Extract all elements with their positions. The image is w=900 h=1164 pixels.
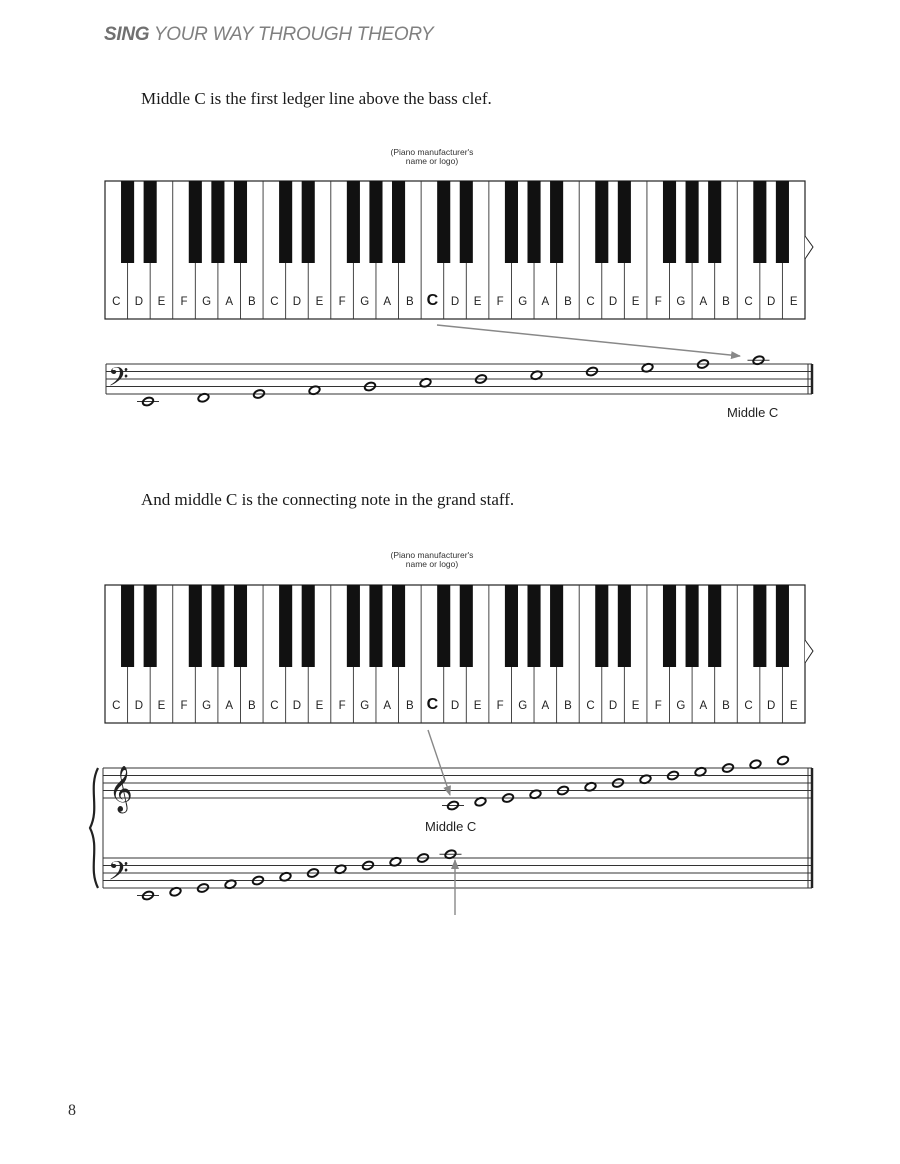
keyboard1-black-key bbox=[663, 181, 676, 263]
keyboard2-black-key bbox=[460, 585, 473, 667]
section2-text: And middle C is the connecting note in the grand staff. bbox=[141, 490, 515, 509]
white-key-label: E bbox=[315, 296, 324, 308]
keyboard2-black-key bbox=[121, 585, 134, 667]
white-key-label: E bbox=[631, 700, 640, 712]
white-key-label: G bbox=[360, 296, 370, 308]
header-rest: YOUR WAY THROUGH THEORY bbox=[149, 24, 434, 45]
keyboard2-black-key bbox=[392, 585, 405, 667]
white-key-label: A bbox=[383, 296, 392, 308]
white-key-label: E bbox=[157, 296, 166, 308]
white-key-label: D bbox=[766, 700, 776, 712]
keyboard1-caption-line1: (Piano manufacturer's bbox=[390, 147, 474, 157]
white-key-label: A bbox=[541, 296, 550, 308]
keyboard2-black-key bbox=[234, 585, 247, 667]
white-key-label: F bbox=[338, 700, 346, 712]
white-key-label: G bbox=[676, 700, 686, 712]
white-key-label: C bbox=[744, 700, 753, 712]
middle-c-arrow-2 bbox=[428, 730, 450, 795]
white-key-label: B bbox=[564, 700, 572, 712]
white-key-label: E bbox=[473, 296, 482, 308]
keyboard1-black-key bbox=[505, 181, 518, 263]
keyboard1-black-key bbox=[189, 181, 202, 263]
keyboard1-torn-edge bbox=[805, 236, 813, 259]
piano-keyboard-2 bbox=[105, 585, 813, 723]
white-key-label: D bbox=[292, 700, 302, 712]
keyboard2-caption-line1: (Piano manufacturer's bbox=[390, 550, 474, 560]
white-key-label: F bbox=[654, 296, 662, 308]
keyboard1-black-key bbox=[686, 181, 699, 263]
white-key-label: C bbox=[270, 296, 279, 308]
white-key-label: F bbox=[496, 296, 504, 308]
white-key-label: F bbox=[180, 700, 188, 712]
white-key-label: G bbox=[202, 296, 212, 308]
middle-c-label-2: Middle C bbox=[425, 819, 477, 834]
keyboard1-black-key bbox=[279, 181, 292, 263]
treble-note bbox=[777, 755, 790, 765]
keyboard2-black-key bbox=[708, 585, 721, 667]
keyboard1-black-key bbox=[234, 181, 247, 263]
keyboard1-black-key bbox=[708, 181, 721, 263]
keyboard2-black-key bbox=[437, 585, 450, 667]
white-key-label: C bbox=[112, 700, 121, 712]
white-key-label: B bbox=[564, 296, 572, 308]
keyboard2-black-key bbox=[753, 585, 766, 667]
keyboard2-torn-edge bbox=[805, 640, 813, 663]
bass-clef-icon: 𝄢 bbox=[108, 361, 129, 399]
keyboard2-black-key bbox=[211, 585, 224, 667]
white-key-label: F bbox=[496, 700, 504, 712]
keyboard1-black-key bbox=[595, 181, 608, 263]
keyboard1-black-key bbox=[550, 181, 563, 263]
keyboard1-black-key bbox=[753, 181, 766, 263]
keyboard1-black-key bbox=[347, 181, 360, 263]
white-key-label: B bbox=[722, 700, 730, 712]
white-key-label: E bbox=[789, 296, 798, 308]
keyboard2-black-key bbox=[618, 585, 631, 667]
white-key-label: A bbox=[225, 296, 234, 308]
white-key-label: G bbox=[202, 700, 212, 712]
piano-keyboard-1 bbox=[105, 181, 813, 319]
white-key-label: A bbox=[225, 700, 234, 712]
white-key-label: B bbox=[406, 700, 414, 712]
keyboard2-black-key bbox=[279, 585, 292, 667]
keyboard2-black-key bbox=[505, 585, 518, 667]
white-key-label: B bbox=[406, 296, 414, 308]
white-key-label: E bbox=[473, 700, 482, 712]
white-key-label: D bbox=[134, 700, 144, 712]
keyboard2-black-key bbox=[302, 585, 315, 667]
keyboard2-caption-line2: name or logo) bbox=[405, 559, 459, 569]
keyboard2-black-key bbox=[144, 585, 157, 667]
white-key-label: G bbox=[676, 296, 686, 308]
keyboard2-black-key bbox=[189, 585, 202, 667]
bass-staff-1 bbox=[106, 355, 812, 407]
white-key-label: D bbox=[450, 296, 460, 308]
keyboard2-black-key bbox=[527, 585, 540, 667]
brace-icon bbox=[90, 768, 98, 888]
middle-c-arrow-1 bbox=[437, 325, 740, 356]
bass-clef-icon: 𝄢 bbox=[108, 855, 129, 893]
white-key-label: A bbox=[383, 700, 392, 712]
keyboard1-black-key bbox=[776, 181, 789, 263]
white-key-label: C bbox=[586, 296, 595, 308]
keyboard1-black-key bbox=[460, 181, 473, 263]
keyboard1-caption-line2: name or logo) bbox=[405, 156, 459, 166]
white-key-label: E bbox=[789, 700, 798, 712]
header-bold: SING bbox=[104, 24, 150, 45]
white-key-label: F bbox=[654, 700, 662, 712]
keyboard1-black-key bbox=[302, 181, 315, 263]
keyboard1-black-key bbox=[527, 181, 540, 263]
white-key-label: B bbox=[247, 700, 256, 712]
page-number: 8 bbox=[68, 1102, 76, 1119]
white-key-label: A bbox=[699, 700, 708, 712]
keyboard1-black-key bbox=[618, 181, 631, 263]
keyboard1-black-key bbox=[369, 181, 382, 263]
keyboard2-black-key bbox=[663, 585, 676, 667]
keyboard1-black-key bbox=[437, 181, 450, 263]
keyboard1-black-key bbox=[392, 181, 405, 263]
white-key-label: C bbox=[744, 296, 753, 308]
keyboard2-black-key bbox=[776, 585, 789, 667]
white-key-label: C bbox=[112, 296, 121, 308]
white-key-label: C bbox=[270, 700, 279, 712]
keyboard2-black-key bbox=[686, 585, 699, 667]
section1-text: Middle C is the first ledger line above the bass clef. bbox=[141, 89, 492, 108]
white-key-label: A bbox=[699, 296, 708, 308]
keyboard2-black-key bbox=[347, 585, 360, 667]
white-key-label: C bbox=[426, 696, 439, 713]
keyboard2-black-key bbox=[369, 585, 382, 667]
keyboard2-black-key bbox=[595, 585, 608, 667]
white-key-label: G bbox=[518, 296, 528, 308]
keyboard1-black-key bbox=[144, 181, 157, 263]
treble-clef-icon: 𝄞 bbox=[109, 766, 133, 812]
keyboard1-black-key bbox=[211, 181, 224, 263]
white-key-label: B bbox=[722, 296, 730, 308]
white-key-label: F bbox=[180, 296, 188, 308]
keyboard2-black-key bbox=[550, 585, 563, 667]
white-key-label: F bbox=[338, 296, 346, 308]
white-key-label: G bbox=[518, 700, 528, 712]
middle-c-label-1: Middle C bbox=[727, 405, 779, 420]
white-key-label: E bbox=[315, 700, 324, 712]
white-key-label: C bbox=[426, 292, 439, 309]
white-key-label: C bbox=[586, 700, 595, 712]
white-key-label: D bbox=[608, 700, 618, 712]
white-key-label: A bbox=[541, 700, 550, 712]
white-key-label: D bbox=[292, 296, 302, 308]
white-key-label: G bbox=[360, 700, 370, 712]
white-key-label: D bbox=[608, 296, 618, 308]
white-key-label: D bbox=[766, 296, 776, 308]
white-key-label: E bbox=[157, 700, 166, 712]
white-key-label: D bbox=[134, 296, 144, 308]
white-key-label: D bbox=[450, 700, 460, 712]
white-key-label: E bbox=[631, 296, 640, 308]
keyboard1-black-key bbox=[121, 181, 134, 263]
white-key-label: B bbox=[247, 296, 256, 308]
